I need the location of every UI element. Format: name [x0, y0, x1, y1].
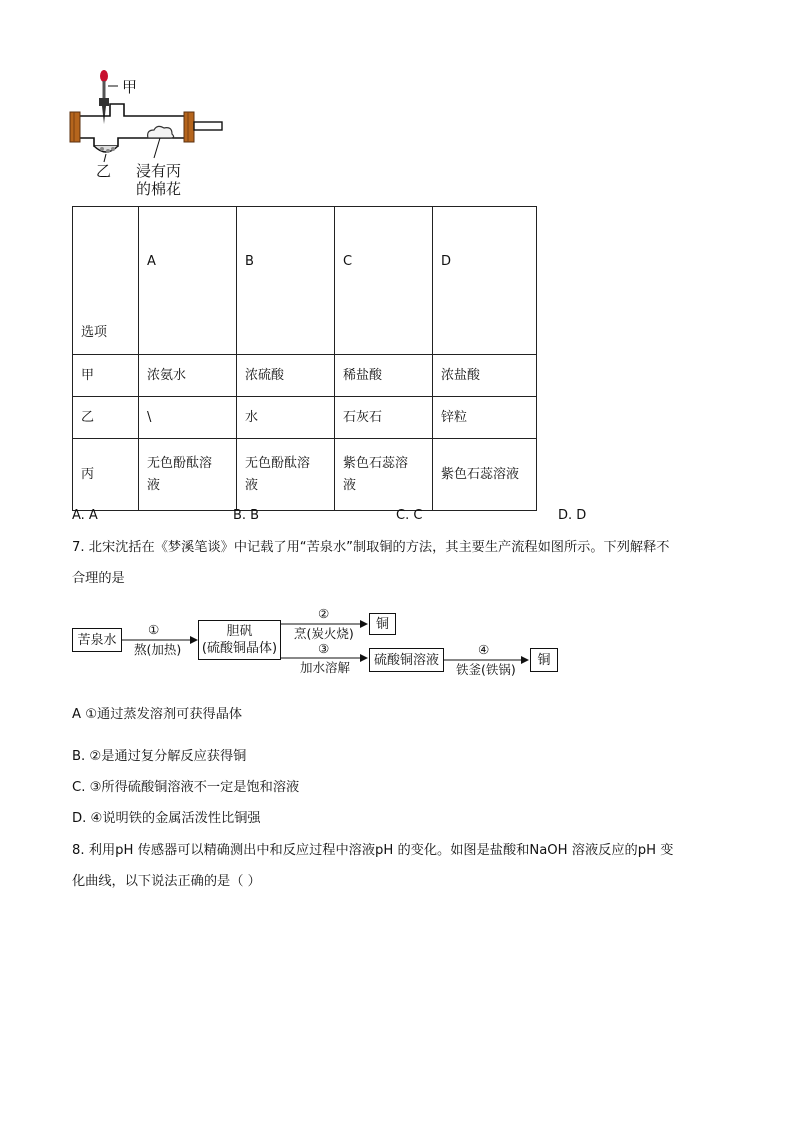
table-cell: 紫色石蕊溶液: [335, 439, 433, 511]
table-header-row: [73, 207, 537, 355]
table-cell: \: [139, 397, 237, 439]
table-cell: A: [139, 207, 237, 355]
q7-choice-c: C. ③所得硫酸铜溶液不一定是饱和溶液: [72, 780, 300, 795]
step2-text: 烹(炭火烧): [294, 626, 354, 641]
options-table: [72, 206, 537, 511]
step4-text: 铁釜(铁锅): [456, 662, 516, 677]
q6-choice-a: A. A: [72, 508, 98, 523]
box-tong-2: 铜: [530, 648, 558, 672]
box-kuquanshui: 苦泉水: [72, 628, 122, 652]
table-cell: 无色酚酞溶液: [139, 439, 237, 511]
table-cell: 浓氨水: [139, 355, 237, 397]
outlet-tube: [194, 122, 222, 130]
dropper-bulb: [100, 70, 108, 82]
step1-text: 熬(加热): [134, 642, 182, 657]
table-cell: 无色酚酞溶液: [237, 439, 335, 511]
label-yi: 乙: [96, 162, 112, 180]
box-danfan: 胆矾 (硫酸铜晶体): [198, 620, 281, 660]
q6-choice-d: D. D: [558, 508, 587, 523]
table-cell: 丙: [73, 439, 139, 511]
flowchart: [64, 600, 584, 690]
step4-number: ④: [478, 642, 490, 657]
q7-choice-a: A ①通过蒸发溶剂可获得晶体: [72, 707, 243, 722]
box-cuso4-solution: 硫酸铜溶液: [369, 648, 444, 672]
q8-stem-line2: 化曲线，以下说法正确的是（ ）: [72, 874, 261, 889]
table-cell: D: [433, 207, 537, 355]
table-cell: 选项: [73, 207, 139, 355]
right-stopper: [184, 112, 194, 142]
table-cell: 浓硫酸: [237, 355, 335, 397]
table-cell: 锌粒: [433, 397, 537, 439]
table-cell: C: [335, 207, 433, 355]
table-cell: 稀盐酸: [335, 355, 433, 397]
box-tong-1: 铜: [369, 613, 396, 635]
step2-number: ②: [318, 606, 330, 621]
dropper-stopper: [99, 98, 109, 106]
table-row: [73, 355, 537, 397]
cotton-bing: [148, 126, 174, 138]
label-bing-line1: 浸有丙: [136, 162, 182, 180]
q7-choice-b: B. ②是通过复分解反应获得铜: [72, 749, 247, 764]
table-cell: 石灰石: [335, 397, 433, 439]
table-cell: 乙: [73, 397, 139, 439]
table-row: [73, 439, 537, 511]
table-cell: 水: [237, 397, 335, 439]
dropper-tip: [102, 106, 106, 124]
label-bing-line2: 的棉花: [136, 180, 182, 198]
q7-stem-line1: 7. 北宋沈括在《梦溪笔谈》中记载了用“苦泉水”制取铜的方法，其主要生产流程如图所示。下列解释不: [72, 540, 670, 555]
label-jia: 甲: [122, 78, 138, 96]
left-stopper: [70, 112, 80, 142]
q7-stem-line2: 合理的是: [72, 571, 125, 586]
table-cell: B: [237, 207, 335, 355]
dropper-stem: [103, 81, 106, 99]
table-cell: 紫色石蕊溶液: [433, 439, 537, 511]
step3-text: 加水溶解: [300, 660, 351, 675]
table-cell: 浓盐酸: [433, 355, 537, 397]
table-row: [73, 397, 537, 439]
step3-number: ③: [318, 641, 330, 656]
step1-number: ①: [148, 622, 160, 637]
q6-choice-c: C. C: [396, 508, 423, 523]
apparatus-figure: [64, 66, 244, 202]
table-cell: 甲: [73, 355, 139, 397]
q6-choice-b: B. B: [233, 508, 260, 523]
glass-tube: [78, 104, 186, 146]
q8-stem-line1: 8. 利用pH 传感器可以精确测出中和反应过程中溶液pH 的变化。如图是盐酸和NaOH 溶液反应的pH 变: [72, 843, 674, 858]
q7-choice-d: D. ④说明铁的金属活泼性比铜强: [72, 811, 261, 826]
